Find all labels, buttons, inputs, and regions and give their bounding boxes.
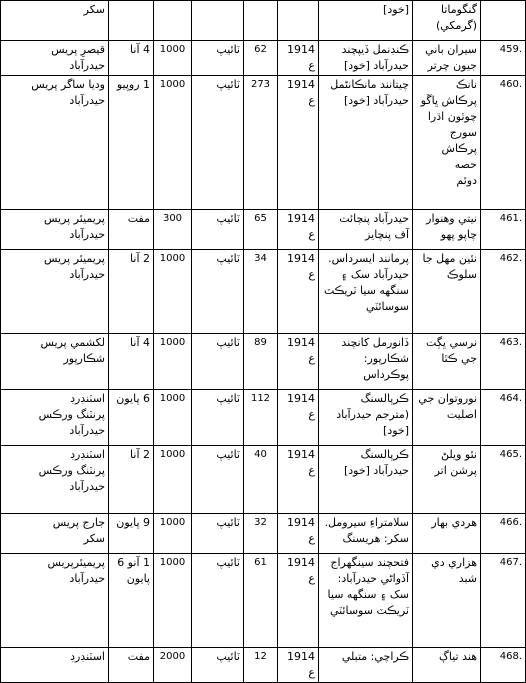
pages-cell: 32 (244, 514, 278, 554)
press-cell: لکشمي پريس شڪارپور (1, 334, 109, 390)
price-cell: 2 آنا (109, 446, 154, 514)
year-cell: 1914 ع (278, 334, 319, 390)
author-cell: ڪرپالسنگ (مترجم حيدرآباد [خود] (319, 390, 413, 446)
title-cell: هردي بهار (413, 514, 481, 554)
year-cell: 1914 ع (278, 250, 319, 334)
table-row (1, 334, 526, 390)
price-cell: 9 پايون (109, 514, 154, 554)
table-row (1, 76, 526, 210)
title-cell: گنگوماتا (گرمکي) (413, 1, 481, 41)
year-cell (278, 1, 319, 41)
price-cell: 1 روپيو (109, 76, 154, 210)
title-cell: هزاري دي شبد (413, 554, 481, 648)
type-cell: ٽائيپ (192, 334, 244, 390)
entry-number-cell: 468. (481, 648, 526, 683)
type-cell: ٽائيپ (192, 76, 244, 210)
pages-cell: 40 (244, 446, 278, 514)
table-row (1, 648, 526, 683)
press-cell: قيصرِ پريس حيدرآباد (1, 41, 109, 76)
author-cell: چيتانند مانڪانڻمل حيدرآباد [خود] (319, 76, 413, 210)
year-cell: 1914 ع (278, 648, 319, 683)
title-cell: سيران باني جيون چرتر (413, 41, 481, 76)
type-cell: ٽائيپ (192, 514, 244, 554)
copies-cell: 1000 (154, 76, 192, 210)
copies-cell: 1000 (154, 41, 192, 76)
author-cell: حيدرآباد پنچائت آف پنچايز (319, 210, 413, 250)
press-cell: سکر (1, 1, 109, 41)
press-cell: پريميئرپريس حيدرآباد (1, 554, 109, 648)
copies-cell (154, 1, 192, 41)
author-cell: سلامتراءِ سيرومل. سکر: هريسنگ (319, 514, 413, 554)
type-cell (192, 1, 244, 41)
pages-cell: 89 (244, 334, 278, 390)
author-cell: [خود] (319, 1, 413, 41)
title-cell: نئو ويلڻ پرشن اتر (413, 446, 481, 514)
copies-cell: 1000 (154, 514, 192, 554)
year-cell: 1914 ع (278, 76, 319, 210)
year-cell: 1914 ع (278, 390, 319, 446)
entry-number-cell: 463. (481, 334, 526, 390)
price-cell: مفت (109, 648, 154, 683)
table-row (1, 514, 526, 554)
entry-number-cell: 464. (481, 390, 526, 446)
table-row (1, 250, 526, 334)
copies-cell: 2000 (154, 648, 192, 683)
price-cell: 1 آنو 6 پايون (109, 554, 154, 648)
author-cell: ڏانورمل کانچند شڪارپور: پوڪرداس (319, 334, 413, 390)
title-cell: نيتي وهنوار چاپو پهو (413, 210, 481, 250)
year-cell: 1914 ع (278, 554, 319, 648)
title-cell: نرسي ڀڳت جي ڪٿا (413, 334, 481, 390)
title-cell: نئين مهل جا سلوڪ (413, 250, 481, 334)
type-cell: ٽائيپ (192, 210, 244, 250)
price-cell: 4 آنا (109, 41, 154, 76)
year-cell: 1914 ع (278, 446, 319, 514)
title-cell: نانڪ پرڪاش ڀاڱو چوٿون اڌرا سورج پرڪاش حصه دوئم (413, 76, 481, 210)
entry-number-cell: 460. (481, 76, 526, 210)
press-cell: اسٽنڊرڊ (1, 648, 109, 683)
pages-cell: 112 (244, 390, 278, 446)
copies-cell: 300 (154, 210, 192, 250)
press-cell: پريميئر پريس حيدرآباد (1, 210, 109, 250)
entry-number-cell: 465. (481, 446, 526, 514)
price-cell: مفت (109, 210, 154, 250)
year-cell: 1914 ع (278, 210, 319, 250)
type-cell: ٽائيپ (192, 390, 244, 446)
year-cell: 1914 ع (278, 514, 319, 554)
price-cell: 2 آنا (109, 250, 154, 334)
author-cell: ڪراچي: متبلي (319, 648, 413, 683)
copies-cell: 1000 (154, 446, 192, 514)
type-cell: ٽائيپ (192, 250, 244, 334)
table-row (1, 390, 526, 446)
copies-cell: 1000 (154, 554, 192, 648)
table-row (1, 554, 526, 648)
press-cell: جارج پريس سکر (1, 514, 109, 554)
pages-cell: 34 (244, 250, 278, 334)
author-cell: پرمانند ايسرداس. حيدرآباد سک ۽ سنگهه سيا ٽريڪٽ سوسائٽي (319, 250, 413, 334)
copies-cell: 1000 (154, 250, 192, 334)
entry-number-cell: 462. (481, 250, 526, 334)
entry-number-cell: 466. (481, 514, 526, 554)
pages-cell (244, 1, 278, 41)
copies-cell: 1000 (154, 334, 192, 390)
copies-cell: 1000 (154, 390, 192, 446)
entry-number-cell: 459. (481, 41, 526, 76)
entry-number-cell: 461. (481, 210, 526, 250)
price-cell: 6 پايون (109, 390, 154, 446)
pages-cell: 62 (244, 41, 278, 76)
title-cell: هند تياڳ (413, 648, 481, 683)
press-cell: وديا ساگر پريس حيدرآباد (1, 76, 109, 210)
type-cell: ٽائيپ (192, 648, 244, 683)
type-cell: ٽائيپ (192, 41, 244, 76)
table-row (1, 41, 526, 76)
entry-number-cell: 467. (481, 554, 526, 648)
table-row (1, 210, 526, 250)
title-cell: نوروتوان جي اصليت (413, 390, 481, 446)
pages-cell: 65 (244, 210, 278, 250)
price-cell (109, 1, 154, 41)
pages-cell: 61 (244, 554, 278, 648)
author-cell: فتحچند سينگهراج آڏواڻي حيدرآباد: سک ۽ سنگهه سيا ٽريڪٽ سوسائٽي (319, 554, 413, 648)
pages-cell: 273 (244, 76, 278, 210)
type-cell: ٽائيپ (192, 554, 244, 648)
price-cell: 4 آنا (109, 334, 154, 390)
entry-number-cell (481, 1, 526, 41)
press-cell: پريميئر پريس حيدرآباد (1, 250, 109, 334)
author-cell: ڪنڊنمل ڏيپچند حيدرآباد [خود] (319, 41, 413, 76)
year-cell: 1914 ع (278, 41, 319, 76)
table-row (1, 446, 526, 514)
pages-cell: 12 (244, 648, 278, 683)
type-cell: ٽائيپ (192, 446, 244, 514)
author-cell: ڪرپالسنگ حيدرآباد [خود] (319, 446, 413, 514)
press-cell: اسٽنڊرڊ پرنٽنگ ورڪس حيدرآباد (1, 446, 109, 514)
table-row (1, 1, 526, 41)
press-cell: اسٽنڊرڊ پرنٽنگ ورڪس حيدرآباد (1, 390, 109, 446)
